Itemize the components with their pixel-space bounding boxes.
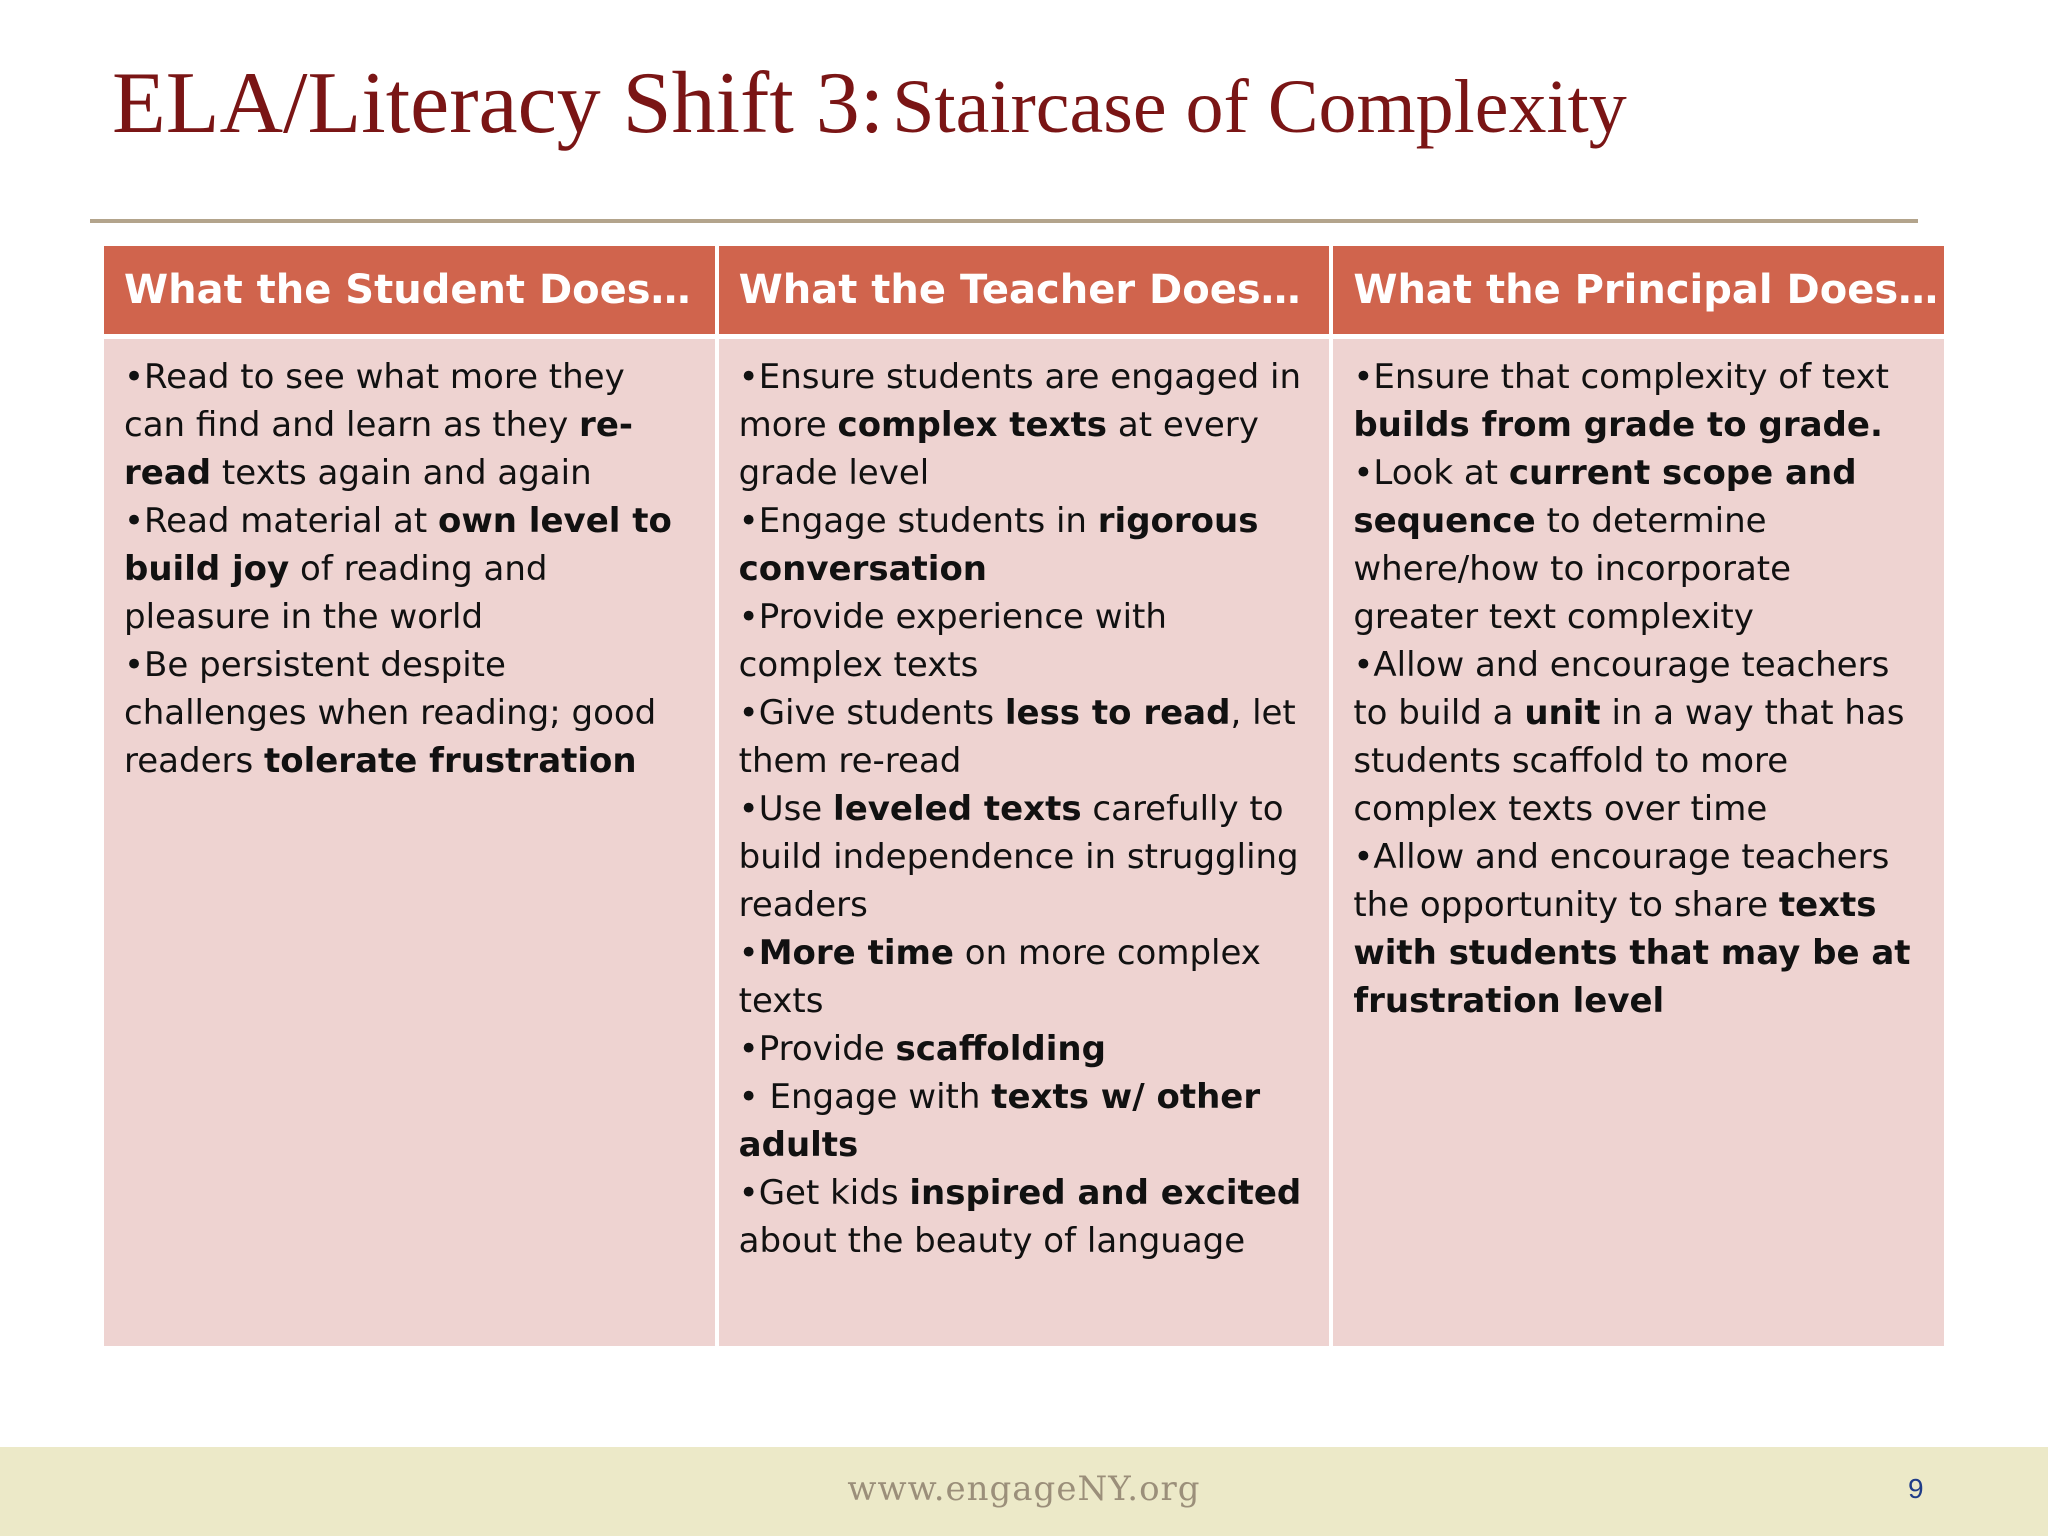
bullet-emphasis: re-read (124, 405, 633, 493)
bullet-item (739, 689, 1310, 785)
bullet-text: •Be persistent despite challenges when reading; good readers (124, 645, 657, 781)
bullet-text: at every grade level (738, 405, 1259, 493)
bullet-text: •Allow and encourage teachers the opportunity to share (1353, 837, 1890, 925)
bullet-item (739, 1169, 1310, 1265)
slide-title-main: ELA/Literacy Shift 3: (112, 55, 885, 152)
bullet-item (1353, 833, 1924, 1025)
bullet-item (739, 929, 1310, 1025)
bullet-text: to determine where/how to incorporate greater text complexity (1353, 501, 1792, 637)
bullet-text: •Give students (738, 693, 1005, 733)
bullet-emphasis: More time (758, 933, 954, 973)
bullet-text: •Use (738, 789, 834, 829)
bullet-emphasis: rigorous conversation (738, 501, 1259, 589)
column-body-teacher (719, 339, 1330, 1346)
bullet-text: •Allow and encourage teachers to build a (1353, 645, 1890, 733)
bullet-text: •Get kids (738, 1173, 910, 1213)
bullet-text: of reading and pleasure in the world (124, 549, 548, 637)
bullet-emphasis: tolerate frustration (263, 741, 637, 781)
bullet-text: •Read material at (124, 501, 438, 541)
bullet-text: , let them re-read (738, 693, 1296, 781)
title-divider (90, 219, 1918, 223)
bullet-item (1353, 353, 1924, 449)
bullet-emphasis: less to read (1004, 693, 1231, 733)
bullet-item (739, 1025, 1310, 1073)
column-header-principal: What the Principal Does… (1333, 246, 1944, 334)
bullet-emphasis: texts w/ other adults (738, 1077, 1261, 1165)
slide-title (112, 55, 1627, 152)
bullet-emphasis: inspired and excited (909, 1173, 1302, 1213)
bullet-emphasis: current scope and sequence (1353, 453, 1857, 541)
bullet-item (739, 593, 1310, 689)
bullet-text: carefully to build independence in struggling readers (738, 789, 1299, 925)
bullet-text: texts again and again (211, 453, 592, 493)
bullet-text: in a way that has students scaffold to more complex texts over time (1353, 693, 1905, 829)
footer-bar (0, 1447, 2048, 1536)
bullet-text: •Read to see what more they can find and learn as they (124, 357, 625, 445)
bullet-item (1353, 641, 1924, 833)
bullet-text: on more complex texts (738, 933, 1261, 1021)
column-header-teacher: What the Teacher Does… (719, 246, 1330, 334)
bullet-text: •Ensure students are engaged in more (738, 357, 1302, 445)
bullet-item (739, 497, 1310, 593)
bullet-text: • Engage with (738, 1077, 992, 1117)
column-body-principal (1333, 339, 1944, 1346)
footer-url: www.engageNY.org (847, 1469, 1201, 1509)
bullet-emphasis: own level to build joy (124, 501, 672, 589)
page-number: 9 (1908, 1473, 1924, 1504)
bullet-emphasis: builds from grade to grade. (1353, 405, 1883, 445)
bullet-text: •Provide experience with complex texts (738, 597, 1167, 685)
bullet-text: •Engage students in (738, 501, 1098, 541)
bullet-text: • (738, 933, 759, 973)
bullet-text: •Look at (1353, 453, 1509, 493)
bullet-item (124, 641, 695, 785)
bullet-text: •Ensure that complexity of text (1353, 357, 1889, 397)
bullet-item (739, 1073, 1310, 1169)
bullet-emphasis: texts with students that may be at frustration level (1353, 885, 1911, 1021)
bullet-item (1353, 449, 1924, 641)
bullet-item (739, 353, 1310, 497)
bullet-text: •Provide (738, 1029, 896, 1069)
bullet-text: about the beauty of language (738, 1221, 1246, 1261)
bullet-item (739, 785, 1310, 929)
shift-table (104, 246, 1944, 1346)
bullet-emphasis: leveled texts (833, 789, 1082, 829)
column-header-student: What the Student Does… (104, 246, 715, 334)
bullet-item (124, 497, 695, 641)
column-body-student (104, 339, 715, 1346)
bullet-item (124, 353, 695, 497)
bullet-emphasis: unit (1524, 693, 1601, 733)
slide-title-subtitle: Staircase of Complexity (892, 65, 1627, 149)
bullet-emphasis: complex texts (837, 405, 1108, 445)
bullet-emphasis: scaffolding (895, 1029, 1106, 1069)
